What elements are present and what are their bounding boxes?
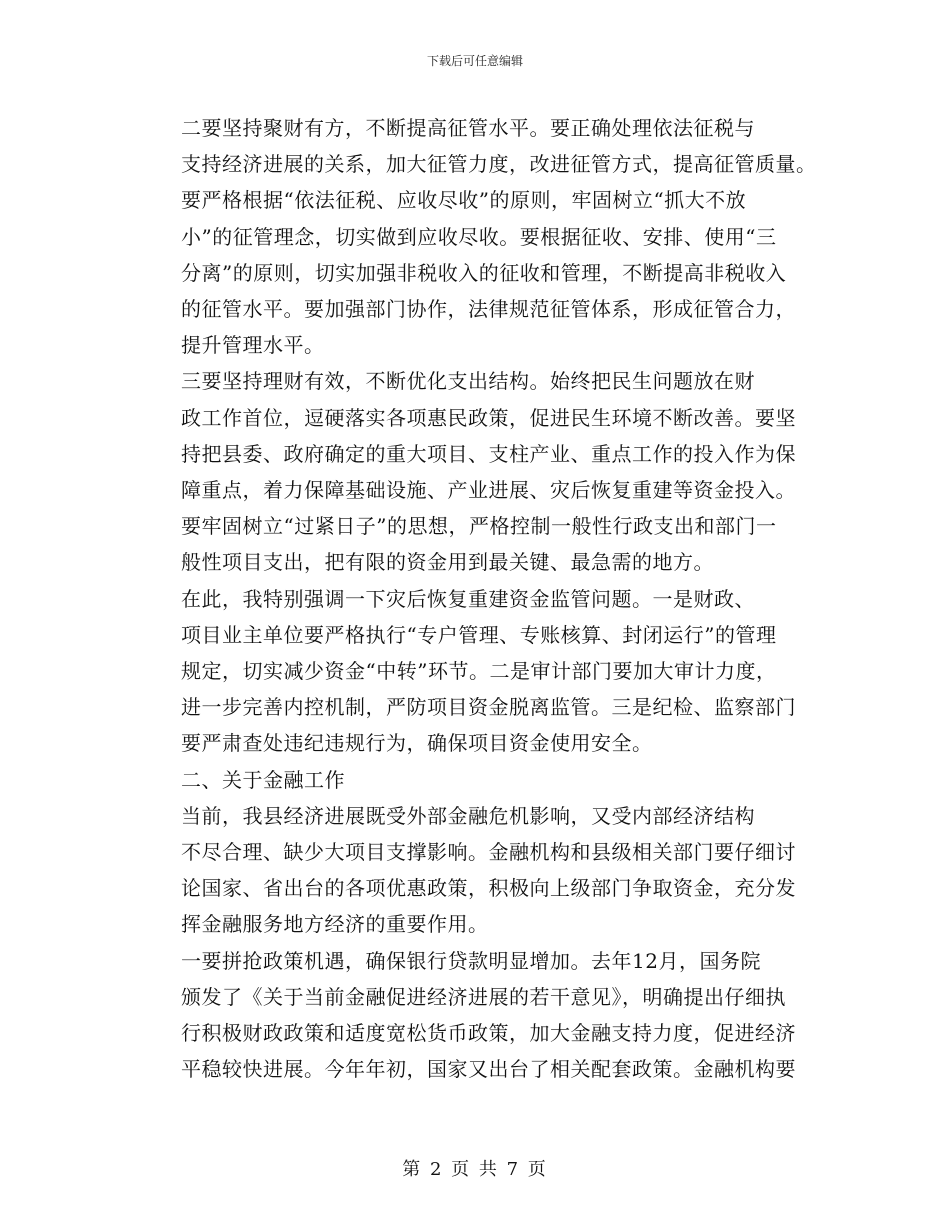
section-heading-text: 二、关于金融工作 bbox=[181, 767, 345, 792]
paragraph-reconstruction-funds bbox=[141, 581, 811, 762]
text-line: 持把县委、政府确定的重大项目、支柱产业、重点工作的投入作为保 bbox=[181, 441, 796, 466]
paragraph-policy-opportunity bbox=[141, 943, 811, 1088]
text-line: 提升管理水平。 bbox=[181, 333, 325, 358]
text-line: 一要拼抢政策机遇，确保银行贷款明显增加。去年12月，国务院 bbox=[181, 948, 761, 973]
text-line: 要严格根据“依法征税、应收尽收”的原则，牢固树立“抓大不放 bbox=[181, 188, 747, 213]
paragraph-expenditure-structure bbox=[141, 363, 811, 580]
text-line: 二要坚持聚财有方，不断提高征管水平。要正确处理依法征税与 bbox=[181, 116, 755, 140]
page-header-note: 下载后可任意编辑 bbox=[426, 54, 523, 68]
page-number-footer: 第 2 页 共 7 页 bbox=[402, 1159, 548, 1180]
text-line: 小”的征管理念，切实做到应收尽收。要根据征收、安排、使用“三 bbox=[181, 224, 777, 249]
text-line: 规定，切实减少资金“中转”环节。二是审计部门要加大审计力度， bbox=[181, 659, 777, 684]
text-line: 要牢固树立“过紧日子”的思想，严格控制一般性行政支出和部门一 bbox=[181, 514, 777, 539]
text-line: 不尽合理、缺少大项目支撑影响。金融机构和县级相关部门要仔细讨 bbox=[181, 840, 796, 865]
text-line: 的征管水平。要加强部门协作，法律规范征管体系，形成征管合力， bbox=[181, 297, 796, 322]
paragraph-revenue-collection bbox=[141, 110, 817, 363]
text-line: 当前，我县经济进展既受外部金融危机影响，又受内部经济结构 bbox=[181, 803, 755, 828]
text-line: 政工作首位，逗硬落实各项惠民政策，促进民生环境不断改善。要坚 bbox=[181, 405, 796, 430]
text-line: 般性项目支出，把有限的资金用到最关键、最急需的地方。 bbox=[181, 550, 714, 575]
text-line: 颁发了《关于当前金融促进经济进展的若干意见》，明确提出仔细执 bbox=[181, 984, 786, 1009]
text-line: 论国家、省出台的各项优惠政策，积极向上级部门争取资金，充分发 bbox=[181, 876, 796, 901]
text-line: 三要坚持理财有效，不断优化支出结构。始终把民生问题放在财 bbox=[181, 369, 755, 394]
text-line: 进一步完善内控机制，严防项目资金脱离监管。三是纪检、监察部门 bbox=[181, 695, 796, 720]
text-line: 障重点，着力保障基础设施、产业进展、灾后恢复重建等资金投入。 bbox=[181, 478, 796, 503]
section-heading-finance bbox=[141, 762, 811, 798]
text-line: 行积极财政政策和适度宽松货币政策，加大金融支持力度，促进经济 bbox=[181, 1021, 796, 1046]
text-line: 分离”的原则，切实加强非税收入的征收和管理，不断提高非税收入 bbox=[181, 260, 787, 285]
text-line: 项目业主单位要严格执行“专户管理、专账核算、封闭运行”的管理 bbox=[181, 622, 777, 647]
paragraph-current-situation bbox=[141, 798, 811, 943]
text-line: 挥金融服务地方经济的重要作用。 bbox=[181, 912, 489, 937]
text-line: 平稳较快进展。今年年初，国家又出台了相关配套政策。金融机构要 bbox=[181, 1057, 796, 1082]
text-line: 支持经济进展的关系，加大征管力度，改进征管方式，提高征管质量。 bbox=[181, 152, 817, 177]
text-line: 要严肃查处违纪违规行为，确保项目资金使用安全。 bbox=[181, 731, 653, 756]
text-line: 在此，我特别强调一下灾后恢复重建资金监管问题。一是财政、 bbox=[181, 586, 755, 611]
document-body bbox=[141, 110, 817, 1087]
